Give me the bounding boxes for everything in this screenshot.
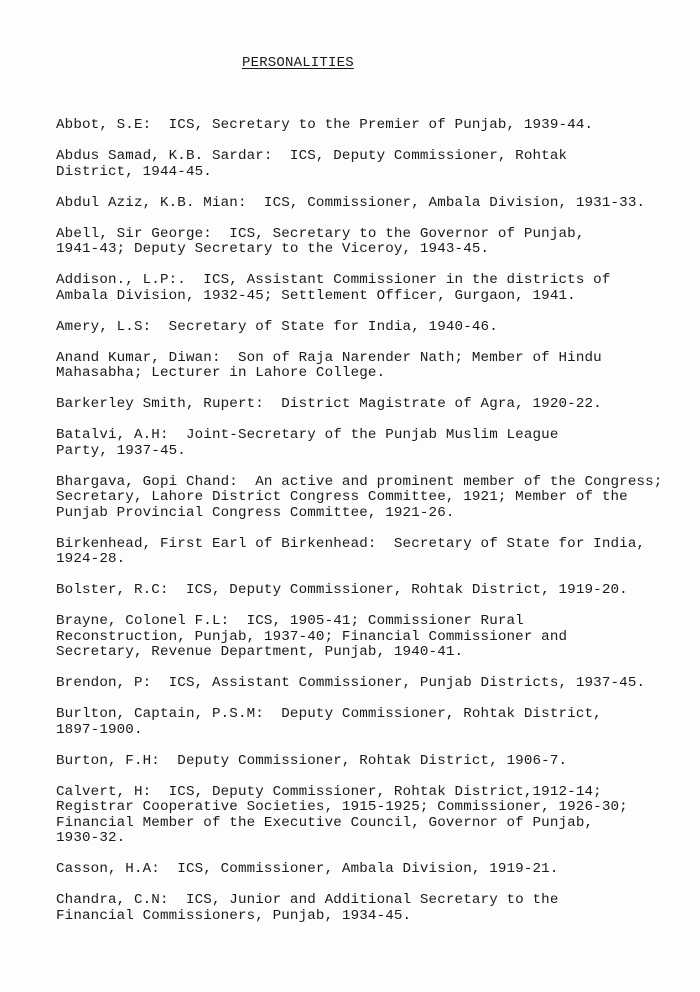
entry-line: Reconstruction, Punjab, 1937-40; Financial Commissioner and xyxy=(56,628,568,645)
entry-line: Party, 1937-45. xyxy=(56,442,186,459)
personality-entry xyxy=(56,707,698,738)
entry-line: Batalvi, A.H: Joint-Secretary of the Punjab Muslim League xyxy=(56,427,559,443)
entry-line: Burlton, Captain, P.S.M: Deputy Commissioner, Rohtak District, xyxy=(56,706,602,722)
personality-entry xyxy=(56,196,698,212)
entry-line: Registrar Cooperative Societies, 1915-1925; Commissioner, 1926-30; xyxy=(56,799,628,815)
entry-line: Brendon, P: ICS, Assistant Commissioner, Punjab Districts, 1937-45. xyxy=(56,675,646,691)
personality-entry xyxy=(56,676,698,692)
entry-line: Bolster, R.C: ICS, Deputy Commissioner, Rohtak District, 1919-20. xyxy=(56,582,628,598)
personality-entry xyxy=(56,862,698,878)
personality-entry xyxy=(56,227,698,258)
entry-line: Secretary, Lahore District Congress Committee, 1921; Member of the xyxy=(56,489,628,505)
entry-line: Bhargava, Gopi Chand: An active and prominent member of the Congress; xyxy=(56,473,663,490)
entry-line: Chandra, C.N: ICS, Junior and Additional Secretary to the xyxy=(56,892,559,908)
entry-line: Abell, Sir George: ICS, Secretary to the Governor of Punjab, xyxy=(56,225,585,242)
entry-line: 1924-28. xyxy=(56,551,126,567)
personality-entry xyxy=(56,118,698,134)
entry-line: Ambala Division, 1932-45; Settlement Officer, Gurgaon, 1941. xyxy=(56,287,576,304)
personality-entry xyxy=(56,614,698,661)
entry-line: Brayne, Colonel F.L: ICS, 1905-41; Commissioner Rural xyxy=(56,613,524,629)
personality-entry xyxy=(56,149,698,180)
personalities-list xyxy=(56,118,698,940)
entry-line: Barkerley Smith, Rupert: District Magistrate of Agra, 1920-22. xyxy=(56,396,602,412)
entry-line: Financial Commissioners, Punjab, 1934-45. xyxy=(56,907,412,924)
entry-line: Financial Member of the Executive Council, Governor of Punjab, xyxy=(56,814,594,831)
entry-line: 1941-43; Deputy Secretary to the Viceroy, 1943-45. xyxy=(56,241,490,257)
entry-line: Amery, L.S: Secretary of State for India, 1940-46. xyxy=(56,318,498,335)
entry-line: Abdul Aziz, K.B. Mian: ICS, Commissioner, Ambala Division, 1931-33. xyxy=(56,194,646,211)
entry-line: Casson, H.A: ICS, Commissioner, Ambala Division, 1919-21. xyxy=(56,861,559,877)
entry-line: Secretary, Revenue Department, Punjab, 1940-41. xyxy=(56,644,464,660)
entry-line: Burton, F.H: Deputy Commissioner, Rohtak District, 1906-7. xyxy=(56,752,568,769)
personality-entry xyxy=(56,754,698,770)
entry-line: Mahasabha; Lecturer in Lahore College. xyxy=(56,365,386,381)
personality-entry xyxy=(56,785,698,847)
personality-entry xyxy=(56,397,698,413)
entry-line: Abbot, S.E: ICS, Secretary to the Premier of Punjab, 1939-44. xyxy=(56,117,594,133)
personality-entry xyxy=(56,351,698,382)
entry-line: 1897-1900. xyxy=(56,721,143,738)
personality-entry xyxy=(56,428,698,459)
entry-line: Abdus Samad, K.B. Sardar: ICS, Deputy Commissioner, Rohtak xyxy=(56,148,568,164)
entry-line: District, 1944-45. xyxy=(56,163,212,180)
personality-entry xyxy=(56,320,698,336)
personality-entry xyxy=(56,475,698,522)
entry-line: 1930-32. xyxy=(56,830,126,846)
page-title: PERSONALITIES xyxy=(242,55,354,71)
entry-line: Punjab Provincial Congress Committee, 1921-26. xyxy=(56,504,455,521)
entry-line: Anand Kumar, Diwan: Son of Raja Narender Nath; Member of Hindu xyxy=(56,349,602,366)
personality-entry xyxy=(56,893,698,924)
entry-line: Birkenhead, First Earl of Birkenhead: Secretary of State for India, xyxy=(56,535,646,552)
personality-entry xyxy=(56,273,698,304)
personality-entry xyxy=(56,583,698,599)
entry-line: Calvert, H: ICS, Deputy Commissioner, Rohtak District,1912-14; xyxy=(56,783,602,800)
personality-entry xyxy=(56,537,698,568)
entry-line: Addison., L.P:. ICS, Assistant Commissioner in the districts of xyxy=(56,272,611,288)
